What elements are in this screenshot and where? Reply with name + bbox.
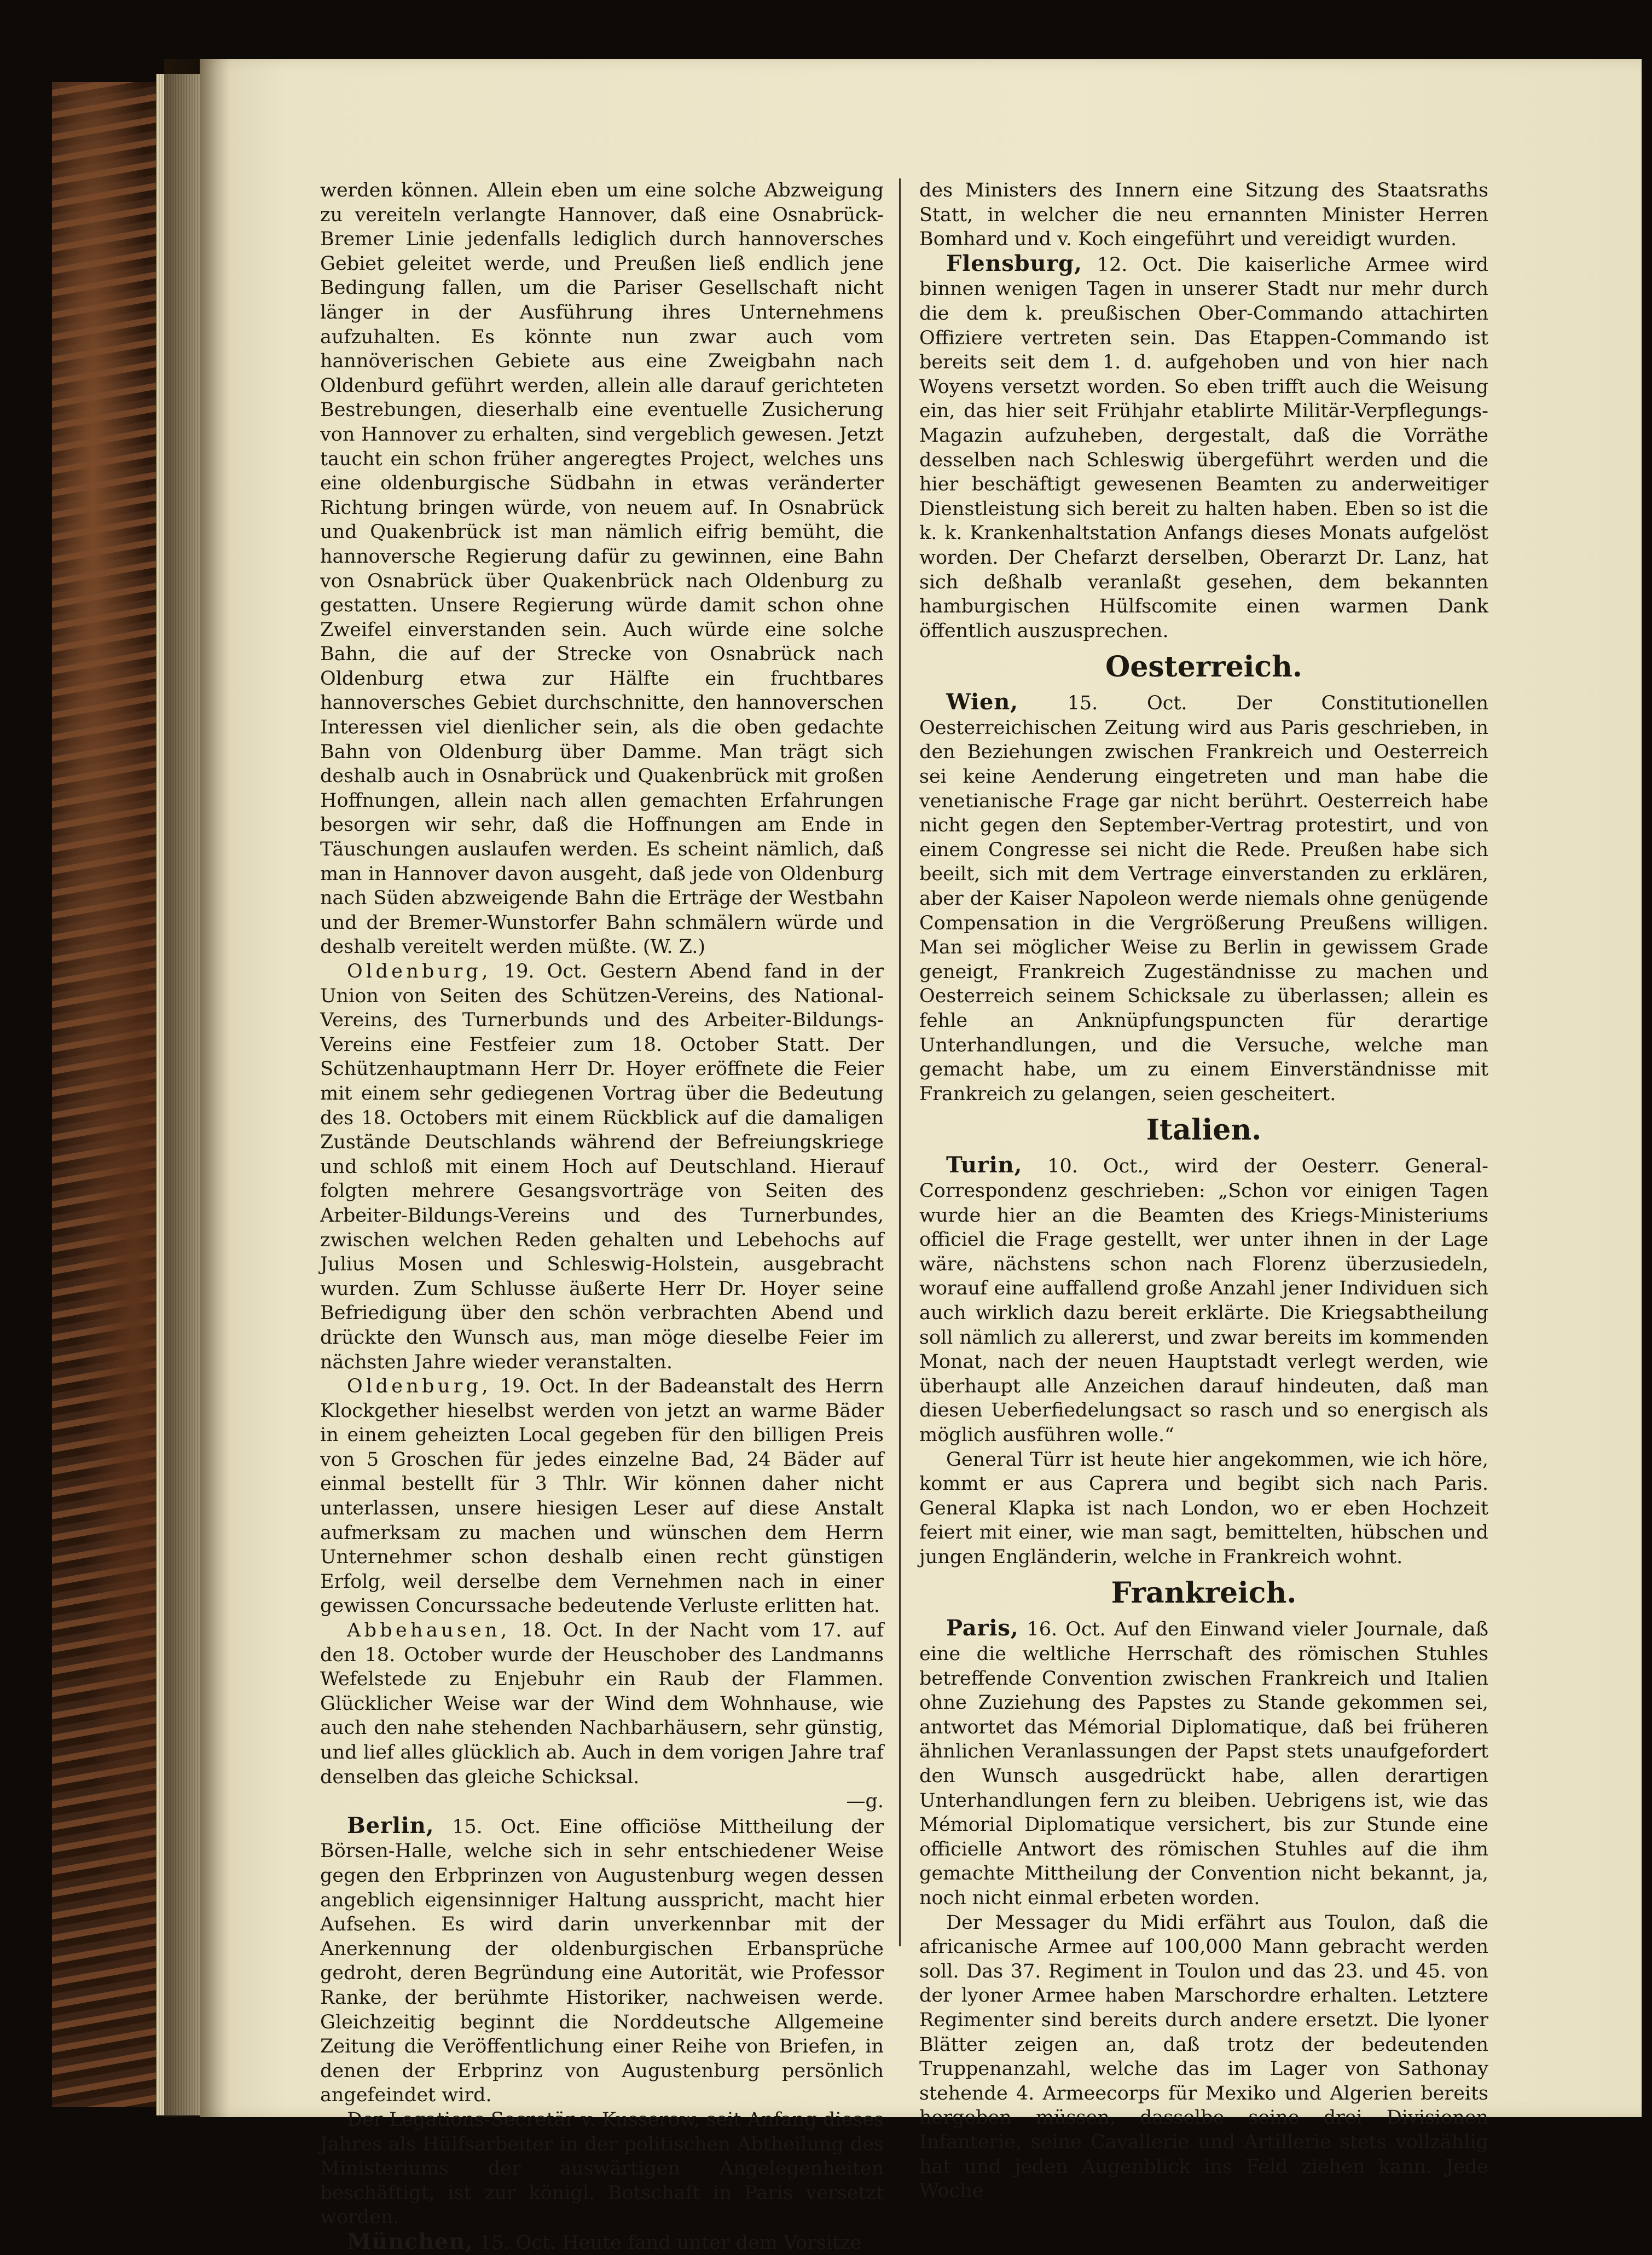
article-text: 10. Oct., wird der Oesterr. General-Correspondenz geschrieben: „Schon vor einigen Tagen wurde hier an die Beamten des Kriegs-Ministeriums officiel die Frage gestellt, wer unter ihnen in der Lage wäre, nächstens schon nach Florenz überzusiedeln, worauf eine auffallend große Anzahl jener Individuen sich auch wirklich dazu bereit erklärte. Die Kriegsabtheilung soll nämlich zu allererst, und zwar bereits im kommenden Monat, nach der neuen Hauptstadt verlegt werden, wie überhaupt alle Anzeichen darauf hindeuten, daß man diesen Ueberfiedelungsact so rasch und so energisch als möglich ausführen wolle.“ [919,1155,1488,1446]
section-heading-italien: Italien. [1146,1113,1262,1147]
article-text: 16. Oct. Auf den Einwand vieler Journale, daß eine die weltliche Herrschaft des römischen Stuhles betreffende Convention zwischen Frankreich und Italien ohne Zuziehung des Papstes zu Stande gekommen sei, antwortet das Mémorial Diplomatique, daß bei früheren ähnlichen Veranlassungen der Papst stets unaufgefordert den Wunsch ausgedrückt habe, allen derartigen Unterhandlungen fern zu bleiben. Uebrigens ist, wie das Mémorial Diplomatique versichert, bis zur Stunde eine officielle Antwort des römischen Stuhles auf die ihm gemachte Mittheilung der Convention nicht bekannt, ja, noch nicht einmal erbeten worden. [919,1618,1488,1909]
article-wien [919,690,1488,1106]
article-oldenburg-2 [320,1374,884,1618]
article-text: 15. Oct. Eine officiöse Mittheilung der Börsen-Halle, welche sich in sehr entschiedener Weise gegen den Erbprinzen von Augustenburg wegen dessen angeblich eigensinniger Haltung ausspricht, macht hier Aufsehen. Es wird darin unverkennbar mit der Anerkennung der oldenburgischen Erbansprüche gedroht, deren Begründung eine Autorität, wie Professor Ranke, der berühmte Historiker, nachweisen werde. Gleichzeitig beginnt die Norddeutsche Allgemeine Zeitung die Veröffentlichung einer Reihe von Briefen, in denen der Erbprinz von Augustenburg persönlich angefeindet wird. [320,1815,884,2107]
article-text: 12. Oct. Die kaiserliche Armee wird binnen wenigen Tagen in unserer Stadt nur mehr durch die dem k. preußischen Ober-Commando attachirten Offiziere vertreten sein. Das Etappen-Commando ist bereits seit dem 1. d. aufgehoben und von hier nach Woyens versetzt worden. So eben trifft auch die Weisung ein, das hier seit Frühjahr etablirte Militär-Verpflegungs-Magazin aufzuheben, dergestalt, daß die Vorräthe desselben nach Schleswig übergeführt werden und die hier beschäftigt gewesenen Beamten zu anderweitiger Dienstleistung sich bereit zu halten haben. Eben so ist die k. k. Krankenhaltstation Anfangs dieses Monats aufgelöst worden. Der Chefarzt derselben, Oberarzt Dr. Lanz, hat sich deßhalb veranlaßt gesehen, dem bekannten hamburgischen Hülfscomite einen warmen Dank öffentlich auszusprechen. [919,253,1488,642]
article-turin [919,1153,1488,1447]
article-text: 19. Oct. In der Badeanstalt des Herrn Klockgether hieselbst werden von jetzt an warme Bäder in einem geheizten Local gegeben für den billigen Preis von 5 Groschen für jedes einzelne Bad, 24 Bäder auf einmal bestellt für 3 Thlr. Wir können daher nicht unterlassen, unsere hiesigen Leser auf diese Anstalt aufmerksam zu machen und wünschen dem Herrn Unternehmer schon deshalb einen recht günstigen Erfolg, weil derselbe dem Vernehmen nach in einer gewissen Concurssache bedeutende Verluste erlitten hat. [320,1375,884,1617]
dateline: Wien, [946,689,1018,715]
column-rule [899,178,901,1946]
article-paragraph: Der Messager du Midi erfährt aus Toulon, daß die africanische Armee auf 100,000 Mann gebracht werden soll. Das 37. Regiment in Toulon und das 23. und 45. von der lyoner Armee haben Marschordre erhalten. Letztere Regimenter sind bereits durch andere ersetzt. Die lyoner Blätter zeigen an, daß trotz der bedeutenden Truppenanzahl, welche das im Lager von Sathonay stehende 4. Armeecorps für Mexiko und Algerien bereits hergeben müssen, dasselbe seine drei Divisionen Infanterie, seine Cavallerie und Artillerie stets vollzählig hat und jeden Augenblick ins Feld ziehen kann. Jede Woche [919,1911,1488,2202]
right-column [919,178,1488,2204]
section-heading-frankreich: Frankreich. [1111,1576,1297,1610]
dateline: Turin, [946,1152,1023,1178]
article-paragraph: werden können. Allein eben um eine solche Abzweigung zu vereiteln verlangte Hannover, daß eine Osnabrück-Bremer Linie jedenfalls lediglich durch hannoversches Gebiet geleitet werde, und Preußen ließ endlich jene Bedingung fallen, um die Pariser Gesellschaft nicht länger in der Ausführung ihres Unternehmens aufzuhalten. Es könnte nun zwar auch vom hannöverischen Gebiete aus eine Zweigbahn nach Oldenburd geführt werden, allein alle darauf gerichteten Bestrebungen, dieserhalb eine eventuelle Zusicherung von Hannover zu erhalten, sind vergeblich gewesen. Jetzt taucht ein schon früher angeregtes Project, welches uns eine oldenburgische Südbahn in etwas veränderter Richtung bringen würde, von neuem auf. In Osnabrück und Quakenbrück ist man nämlich eifrig bemüht, die hannoversche Regierung dafür zu gewinnen, eine Bahn von Osnabrück über Quakenbrück nach Oldenburg zu gestatten. Unsere Regierung würde damit schon ohne Zweifel einverstanden sein. Auch würde eine solche Bahn, die auf der Strecke von Osnabrück nach Oldenburg etwa zur Hälfte ein fruchtbares hannoversches Gebiet durchschnitte, den hannoverschen Interessen viel dienlicher sein, als die oben gedachte Bahn von Oldenburg über Damme. Man trägt sich deshalb auch in Osnabrück und Quakenbrück mit großen Hoffnungen, allein nach allen gemachten Erfahrungen besorgen wir sehr, daß die Hoffnungen am Ende in Täuschungen auslaufen werden. Es scheint nämlich, daß man in Hannover davon ausgeht, daß jede von Oldenburg nach Süden abzweigende Bahn die Erträge der Westbahn und der Bremer-Wunstorfer Bahn schmälern würde und deshalb vereitelt werden müßte. (W. Z.) [320,180,884,958]
dateline: München, [347,2228,473,2254]
dateline: Flensburg, [946,250,1082,276]
article-oldenburg-1 [320,959,884,1374]
dateline: Berlin, [347,1812,434,1838]
article-paris [919,1616,1488,1910]
article-flensburg [919,252,1488,644]
article-paragraph: Der Legations-Secretär v. Kusserow, seit Anfang dieses Jahres als Hülfsarbeiter in der politischen Abtheilung des Ministeriums der auswärtigen Angelegenheiten beschäftigt, ist zur königl. Botschaft in Paris versetzt worden. [320,2108,884,2229]
spine-shadow [164,59,230,2117]
dateline: Oldenburg, [347,961,491,982]
article-berlin [320,1814,884,2108]
dateline: Oldenburg, [347,1375,491,1398]
article-text: 18. Oct. In der Nacht vom 17. auf den 18. October wurde der Heuschober des Landmanns Wefelstede zu Enjebuhr ein Raub der Flammen. Glücklicher Weise war der Wind dem Wohnhause, wie auch den nahe stehenden Nachbarhäusern, sehr günstig, und lief alles glücklich ab. Auch in dem vorigen Jahre traf denselben das gleiche Schicksal. [320,1620,884,1788]
article-text: 15. Oct. Der Constitutionellen Oesterreichischen Zeitung wird aus Paris geschrieben, in den Beziehungen zwischen Frankreich und Oesterreich sei keine Aenderung eingetreten und man habe die venetianische Frage gar nicht berührt. Oesterreich habe nicht gegen den September-Vertrag protestirt, und von einem Congresse sei nicht die Rede. Preußen habe sich beeilt, sich mit dem Vertrage einverstanden zu erklären, aber der Kaiser Napoleon werde niemals ohne genügende Compensation in die Vergrößerung Preußens willigen. Man sei möglicher Weise zu Berlin in gewissem Grade geneigt, Frankreich Zugeständnisse zu machen und Oesterreich seinem Schicksale zu überlassen; allein es fehle an Anknüpfungspuncten für derartige Unterhandlungen, und die Versuche, welche man gemacht habe, um zu einem Einverständnisse mit Frankreich zu gelangen, seien gescheitert. [919,692,1488,1105]
dateline: Abbehausen, [347,1620,511,1642]
article-paragraph: des Ministers des Innern eine Sitzung des Staatsraths Statt, in welcher die neu ernannten Minister Herren Bomhard und v. Koch eingeführt und vereidigt wurden. [919,180,1488,251]
left-column [320,178,884,2255]
dateline: Paris, [946,1615,1019,1641]
signature: —g. [846,1790,884,1813]
article-abbehausen [320,1618,884,1789]
section-heading-oesterreich: Oesterreich. [1105,650,1302,684]
article-text: 19. Oct. Gestern Abend fand in der Union von Seiten des Schützen-Vereins, des National-Vereins, des Turnerbunds und des Arbeiter-Bildungs-Vereins eine Festfeier zum 18. October Statt. Der Schützenhauptmann Herr Dr. Hoyer eröffnete die Feier mit einem sehr gediegenen Vortrag über die Bedeutung des 18. Octobers mit einem Rückblick auf die damaligen Zustände Deutschlands während der Befreiungskriege und schloß mit einem Hoch auf Deutschland. Hierauf folgten mehrere Gesangsvorträge von Seiten des Arbeiter-Bildungs-Vereins und des Turnerbundes, zwischen welchen Reden gehalten und Lebehochs auf Julius Mosen und Schleswig-Holstein, ausgebracht wurden. Zum Schlusse äußerte Herr Dr. Hoyer seine Befriedigung über den schön verbrachten Abend und drückte den Wunsch aus, man möge dieselbe Feier im nächsten Jahre wieder veranstalten. [320,961,884,1373]
article-muenchen [320,2230,884,2255]
article-paragraph: General Türr ist heute hier angekommen, wie ich höre, kommt er aus Caprera und begibt sich nach Paris. General Klapka ist nach London, wo er eben Hochzeit feiert mit einer, wie man sagt, bemittelten, hübschen und jungen Engländerin, welche in Frankreich wohnt. [919,1448,1488,1568]
article-text: 15. Oct. Heute fand unter dem Vorsitze [473,2231,862,2254]
